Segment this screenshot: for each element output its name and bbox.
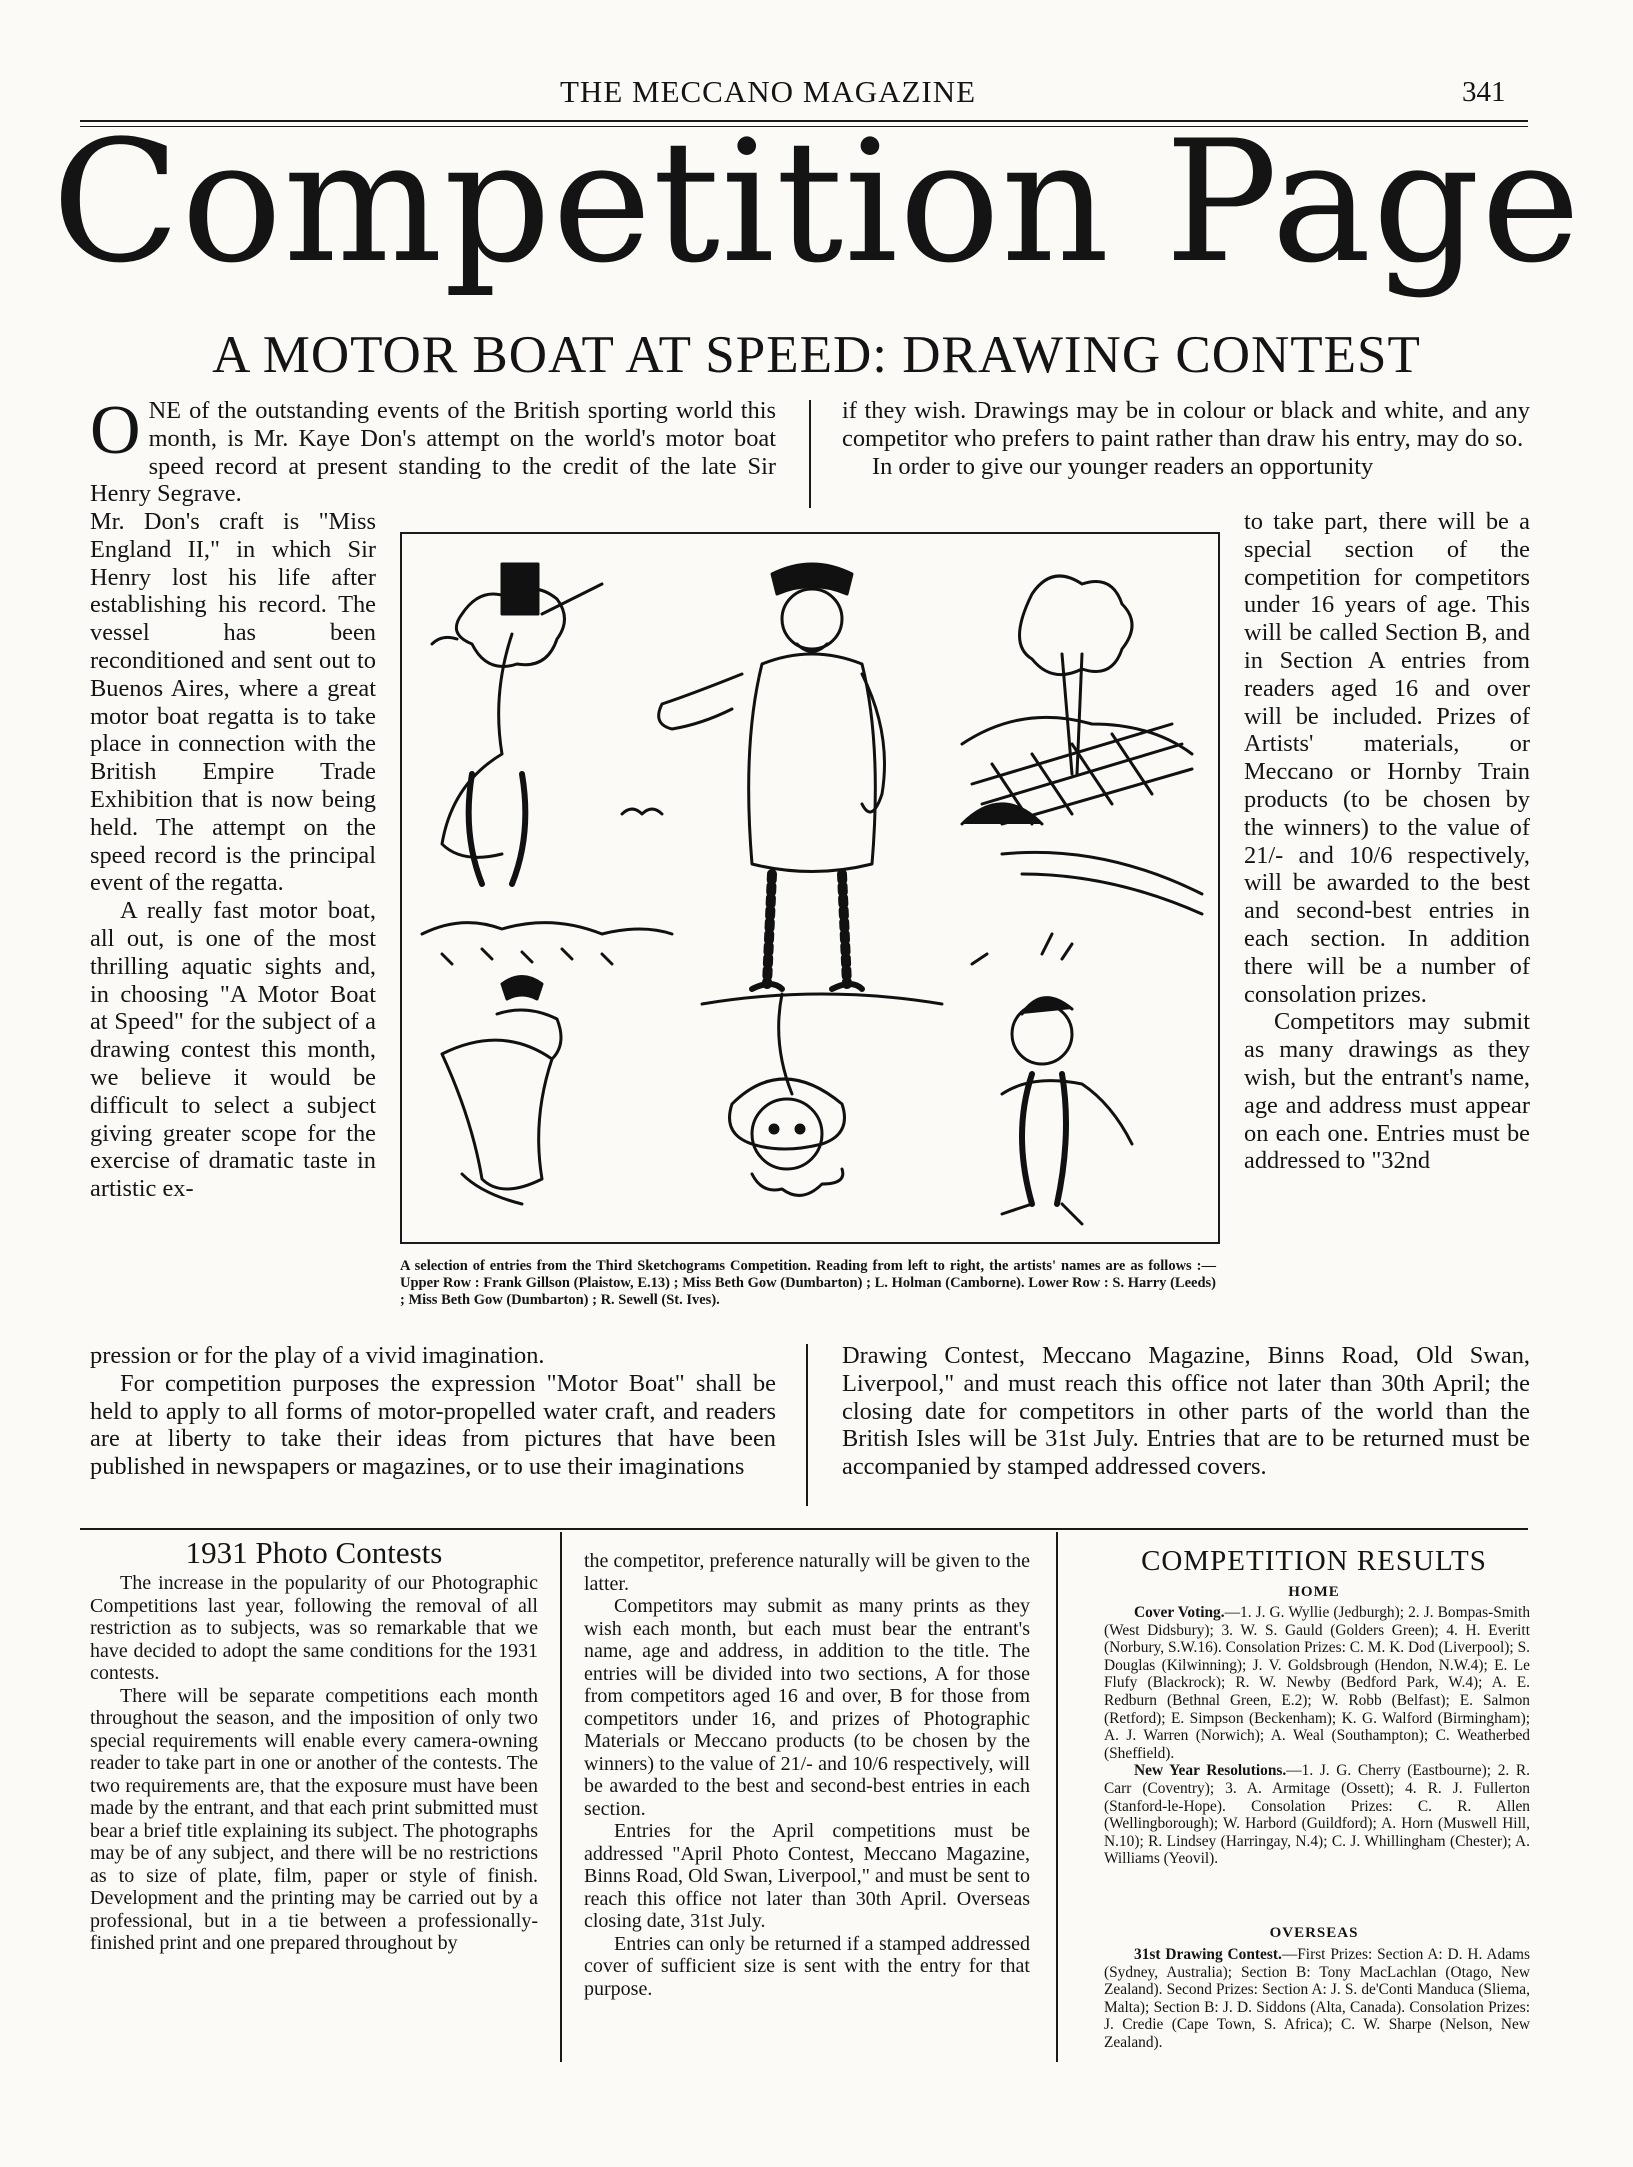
cover-voting-label: Cover Voting. [1134, 1604, 1225, 1621]
sketch-conductor [972, 934, 1132, 1224]
intro-paragraph [90, 392, 776, 508]
section-divider [80, 1528, 1528, 1530]
paragraph: Entries can only be returned if a stamped addressed cover of sufficient size is sent with the entry for that purpose. [584, 1932, 1030, 2000]
paragraph: Entries for the April competitions must be addressed "April Photo Contest, Meccano Magazine, Binns Road, Old Swan, Liverpool," and must be sent to reach this office not later than 30th April. Overseas closing date, 31st July. [584, 1820, 1030, 1932]
results-heading: COMPETITION RESULTS [1141, 1545, 1487, 1577]
paragraph: Competitors may submit as many drawings as they wish, but the entrant's name, age and address must appear on each one. Entries must be addressed to "32nd [1244, 1008, 1530, 1175]
drawing-contest-label: 31st Drawing Contest. [1134, 1946, 1282, 1963]
sketch-coated-man [659, 564, 942, 1004]
home-heading: HOME [1288, 1584, 1340, 1600]
right-column [1244, 508, 1530, 1175]
cover-voting-result [1104, 1604, 1530, 1762]
bottom-right-text [842, 1342, 1530, 1481]
page-title: Competition Page [51, 104, 1582, 300]
bottom-left-text [90, 1342, 776, 1481]
sketch-tree-bridge [962, 576, 1202, 914]
sketch-capped-figure [442, 977, 561, 1205]
page-number: 341 [1462, 76, 1506, 108]
paragraph: Competitors may submit as many prints as they wish each month, but each must bear the entrant's name, age and address, in addition to the title. The entries will be divided into two sections, A for those from competitors aged 16 and over, B for those from competitors under 16, and prizes of Photographic Materials or Meccano products (to be chosen by the winners) to the value of 21/- and 10/6 respectively, will be awarded to the best and second-best entries in each section. [584, 1595, 1030, 1820]
overseas-results [1104, 1946, 1530, 2052]
photo-contests-heading: 1931 Photo Contests [185, 1535, 443, 1570]
cover-voting-text: —1. J. G. Wyllie (Jedburgh); 2. J. Bompas-Smith (West Didsbury); 3. W. S. Gauld (Golders Green); 4. H. Everitt (Norbury, S.W.16). Consolation Prizes: C. M. K. Dod (Liverpool); S. Douglas (Kilwinning); J. V. Goldsbrough (Hendon, N.W.4); E. Le Flufy (Blackrock); R. W. Newby (Bedford Park, W.4); A. E. Redburn (Bethnal Green, E.2); W. Robb (Belfast); E. Salmon (Retford); E. Simpson (Beckenham); K. G. Walford (Birmingham); A. J. Warren (Norwich); A. Weal (Southampton); C. Weatherbed (Sheffield). [1104, 1604, 1531, 1762]
paragraph: For competition purposes the expression "Motor Boat" shall be held to apply to all forms of motor-propelled water craft, and readers are at liberty to take their ideas from pictures that have been published in newspapers or magazines, or to use their imaginations [90, 1369, 776, 1481]
sketches-illustration [402, 534, 1218, 1242]
intro-text: NE of the outstanding events of the British sporting world this month, is Mr. Kaye Don's attempt on the world's motor boat speed record at present standing to the credit of the late Sir Henry Segrave. [90, 397, 776, 508]
drawing-contest-result [1104, 1946, 1530, 2052]
sketch-top-hat-figure [422, 564, 672, 964]
column-divider [1056, 1532, 1058, 2062]
drop-cap: O [90, 392, 141, 469]
paragraph: to take part, there will be a special section of the competition for competitors under 16 years of age. This will be called Section B, and in Section A entries from readers aged 16 and over will be included. Prizes of Artists' materials, or Meccano or Hornby Train products (to be chosen by the winners) to the value of 21/- and 10/6 respectively, will be awarded to the best and second-best entries in each section. In addition there will be a number of consolation prizes. [1244, 508, 1530, 1008]
overseas-heading: OVERSEAS [1269, 1925, 1359, 1941]
photo-contests-col2 [584, 1550, 1030, 2000]
column-divider [560, 1532, 562, 2062]
home-results [1104, 1604, 1530, 1868]
paragraph: A really fast motor boat, all out, is one of the most thrilling aquatic sights and, in choosing "A Motor Boat at Speed" for the subject of a drawing contest this month, we believe it would be difficult to select a subject giving greater scope for the exercise of dramatic taste in artistic ex- [90, 897, 376, 1203]
figure-caption: A selection of entries from the Third Sketchograms Competition. Reading from left to right, the artists' names are as follows :—Upper Row : Frank Gillson (Plaistow, E.13) ; Miss Beth Gow (Dumbarton) ; L. Holman (Camborne). Lower Row : S. Harry (Leeds) ; Miss Beth Gow (Dumbarton) ; R. Sewell (St. Ives). [400, 1258, 1216, 1308]
sketch-figure [400, 532, 1220, 1244]
contest-subtitle: A MOTOR BOAT AT SPEED: DRAWING CONTEST [212, 326, 1421, 384]
new-year-result [1104, 1762, 1530, 1868]
paragraph: The increase in the popularity of our Photographic Competitions last year, following the removal of all restriction as to subjects, was so remarkable that we have decided to adopt the same conditions for the 1931 contests. [90, 1572, 538, 1684]
paragraph: Mr. Don's craft is "Miss England II," in which Sir Henry lost his life after establishing his record. The vessel has been reconditioned and sent out to Buenos Aires, where a great motor boat regatta is to take place in connection with the British Empire Trade Exhibition that is now being held. The attempt on the speed record is the principal event of the regatta. [90, 508, 376, 897]
top-right-text [842, 397, 1530, 480]
paragraph: the competitor, preference naturally will be given to the latter. [584, 1550, 1030, 1595]
paragraph: In order to give our younger readers an opportunity [872, 452, 1374, 480]
new-year-text: —1. J. G. Cherry (Eastbourne); 2. R. Carr (Coventry); 3. A. Armitage (Ossett); 4. R. J. Fullerton (Stanford-le-Hope). Consolation Prizes: C. R. Allen (Wellingborough); W. Harbord (Guildford); A. Horn (Muswell Hill, N.10); R. Lindsey (Harringay, N.4); C. J. Whillingham (Chester); A. Williams (Yeovil). [1104, 1762, 1530, 1868]
paragraph: There will be separate competitions each month throughout the season, and the imposition of only two special requirements will enable every camera-owning reader to take part in one or another of the contests. The two requirements are, that the exposure must have been made by the entrant, and that each print submitted must bear a brief title explaining its subject. The photographs may be of any subject, and there will be no restrictions as to size of plate, film, paper or style of finish. Development and the printing may be carried out by a professional, but in a tie between a professionally-finished print and one prepared throughout by [90, 1684, 538, 1954]
photo-contests-col1 [90, 1572, 538, 1955]
new-year-label: New Year Resolutions. [1134, 1762, 1287, 1780]
paragraph: if they wish. Drawings may be in colour or black and white, and any competitor who prefers to paint rather than draw his entry, may do so. [842, 397, 1530, 452]
paragraph: Drawing Contest, Meccano Magazine, Binns Road, Old Swan, Liverpool," and must reach this office not later than 30th April; the closing date for competitors in other parts of the world than the British Isles will be 31st July. Entries that are to be returned must be accompanied by stamped addressed covers. [842, 1342, 1530, 1481]
drawing-contest-text: —First Prizes: Section A: D. H. Adams (Sydney, Australia); Section B: Tony MacLachlan (Otago, New Zealand). Second Prizes: Section A: J. S. de'Conti Manduca (Sliema, Malta); Section B: J. D. Siddons (Alta, Canada). Consolation Prizes: J. Credie (Cape Town, S. Africa); C. W. Sharpe (Nelson, New Zealand). [1104, 1946, 1530, 2051]
column-divider-top [809, 400, 811, 508]
left-column [90, 508, 376, 1203]
paragraph: pression or for the play of a vivid imagination. [90, 1342, 545, 1369]
running-title: THE MECCANO MAGAZINE [560, 74, 977, 109]
sketch-bonnet-face [730, 994, 845, 1195]
column-divider-bottom [806, 1344, 808, 1506]
